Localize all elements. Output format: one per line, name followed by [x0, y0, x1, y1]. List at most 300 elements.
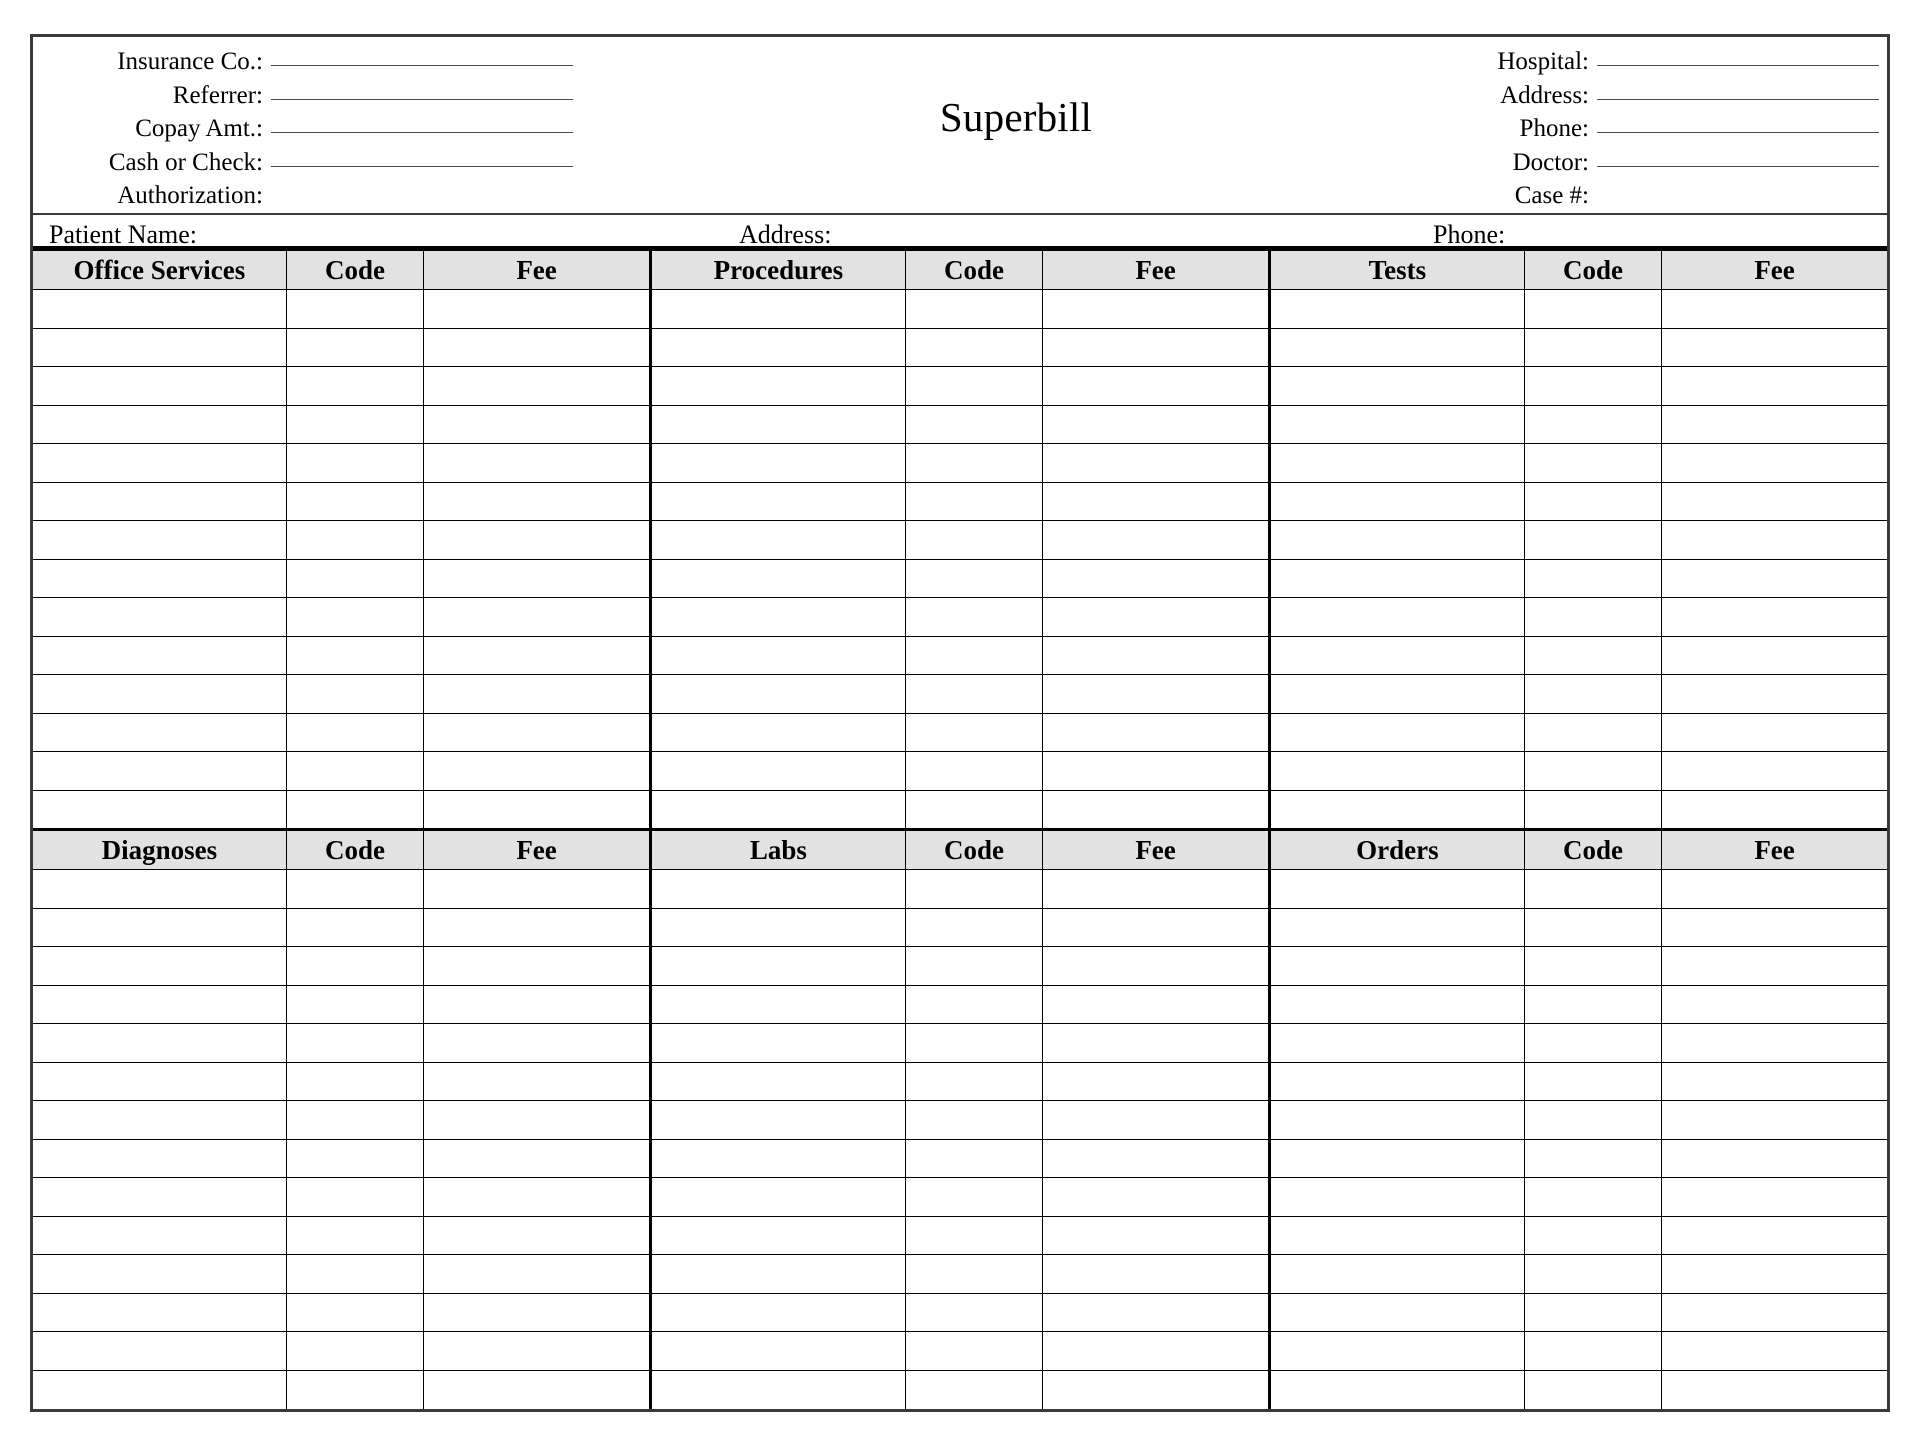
- diagnoses-name-cell[interactable]: [33, 1101, 287, 1140]
- column-group-office-services: [33, 329, 649, 368]
- labs-name-cell[interactable]: [652, 947, 906, 986]
- procedures-name-cell[interactable]: [652, 791, 906, 830]
- diagnoses-fee-cell[interactable]: [424, 1217, 649, 1256]
- orders-fee-cell[interactable]: [1662, 870, 1887, 909]
- orders-code-cell[interactable]: [1525, 1101, 1662, 1140]
- procedures-name-cell[interactable]: [652, 752, 906, 791]
- column-group-diagnoses: [33, 1255, 649, 1294]
- procedures-code-cell[interactable]: [906, 521, 1043, 560]
- orders-name-cell[interactable]: [1271, 1101, 1525, 1140]
- table-row: [33, 791, 1887, 830]
- office-services-name-cell[interactable]: [33, 752, 287, 791]
- table-row: [33, 870, 1887, 909]
- column-group-diagnoses: [33, 1371, 649, 1410]
- tests-name-cell[interactable]: [1271, 637, 1525, 676]
- diagnoses-fee-cell[interactable]: [424, 870, 649, 909]
- field-hospital[interactable]: [1459, 49, 1879, 83]
- field-referrer[interactable]: [33, 83, 573, 117]
- procedures-name-cell[interactable]: [652, 444, 906, 483]
- office-services-name-cell[interactable]: [33, 598, 287, 637]
- labs-code-cell[interactable]: [906, 1178, 1043, 1217]
- procedures-name-cell[interactable]: [652, 521, 906, 560]
- procedures-name-cell[interactable]: [652, 714, 906, 753]
- column-group-procedures: [649, 560, 1268, 599]
- diagnoses-name-cell[interactable]: [33, 1371, 287, 1410]
- procedures-code-cell[interactable]: [906, 329, 1043, 368]
- procedures-code-cell[interactable]: [906, 752, 1043, 791]
- tests-fee-cell[interactable]: [1662, 367, 1887, 406]
- patient-address-label[interactable]: Address:: [739, 220, 832, 249]
- column-group-tests: [1268, 791, 1887, 830]
- orders-name-cell[interactable]: [1271, 1024, 1525, 1063]
- tests-fee-cell[interactable]: [1662, 483, 1887, 522]
- office-services-code-cell[interactable]: [287, 637, 424, 676]
- office-services-code-cell[interactable]: [287, 598, 424, 637]
- procedures-code-cell[interactable]: [906, 675, 1043, 714]
- office-services-fee-cell[interactable]: [424, 598, 649, 637]
- diagnoses-fee-cell[interactable]: [424, 909, 649, 948]
- patient-phone-label[interactable]: Phone:: [1433, 220, 1506, 249]
- column-group-labs: [649, 829, 1268, 870]
- procedures-fee-cell[interactable]: [1043, 444, 1268, 483]
- orders-name-cell[interactable]: [1271, 1332, 1525, 1371]
- orders-name-cell[interactable]: [1271, 1140, 1525, 1179]
- office-services-code-cell[interactable]: [287, 406, 424, 445]
- diagnoses-fee-cell[interactable]: [424, 1140, 649, 1179]
- procedures-name-cell[interactable]: [652, 560, 906, 599]
- labs-code-cell[interactable]: [906, 1332, 1043, 1371]
- tests-code-cell[interactable]: [1525, 675, 1662, 714]
- orders-fee-cell[interactable]: [1662, 1332, 1887, 1371]
- labs-name-cell[interactable]: [652, 1255, 906, 1294]
- tests-name-cell[interactable]: [1271, 714, 1525, 753]
- office-services-name-cell[interactable]: [33, 367, 287, 406]
- diagnoses-fee-cell[interactable]: [424, 1178, 649, 1217]
- field-rule-hospital-address: [1597, 99, 1879, 100]
- column-group-office-services: [33, 752, 649, 791]
- office-services-code-cell[interactable]: [287, 329, 424, 368]
- labs-name-cell[interactable]: [652, 986, 906, 1025]
- column-group-orders: [1268, 1101, 1887, 1140]
- labs-fee-cell[interactable]: [1043, 947, 1268, 986]
- labs-fee-cell[interactable]: [1043, 1217, 1268, 1256]
- orders-code-cell[interactable]: [1525, 1024, 1662, 1063]
- orders-name-cell[interactable]: [1271, 1371, 1525, 1410]
- labs-code-cell[interactable]: [906, 1101, 1043, 1140]
- orders-code-cell[interactable]: [1525, 1217, 1662, 1256]
- orders-name-cell[interactable]: [1271, 986, 1525, 1025]
- diagnoses-code-cell[interactable]: [287, 1063, 424, 1102]
- office-services-code-cell[interactable]: [287, 290, 424, 329]
- labs-fee-cell[interactable]: [1043, 1332, 1268, 1371]
- column-group-office-services: [33, 791, 649, 830]
- diagnoses-code-cell[interactable]: [287, 1371, 424, 1410]
- labs-name-cell[interactable]: [652, 1294, 906, 1333]
- procedures-fee-cell[interactable]: [1043, 560, 1268, 599]
- orders-fee-cell[interactable]: [1662, 1024, 1887, 1063]
- diagnoses-fee-cell[interactable]: [424, 1294, 649, 1333]
- orders-fee-cell[interactable]: [1662, 1294, 1887, 1333]
- labs-name-cell[interactable]: [652, 1371, 906, 1410]
- labs-name-cell[interactable]: [652, 1178, 906, 1217]
- tests-name-cell[interactable]: [1271, 290, 1525, 329]
- orders-name-cell[interactable]: [1271, 1063, 1525, 1102]
- column-group-orders: [1268, 909, 1887, 948]
- tests-fee-cell[interactable]: [1662, 406, 1887, 445]
- orders-name-cell[interactable]: [1271, 909, 1525, 948]
- field-copay-amount[interactable]: [33, 116, 573, 150]
- tests-name-cell[interactable]: [1271, 560, 1525, 599]
- tests-fee-cell[interactable]: [1662, 791, 1887, 830]
- procedures-code-cell[interactable]: [906, 598, 1043, 637]
- office-services-fee-cell[interactable]: [424, 675, 649, 714]
- procedures-code-cell[interactable]: [906, 560, 1043, 599]
- procedures-name-cell[interactable]: [652, 367, 906, 406]
- tests-name-cell[interactable]: [1271, 444, 1525, 483]
- tests-code-cell[interactable]: [1525, 714, 1662, 753]
- labs-fee-cell[interactable]: [1043, 1024, 1268, 1063]
- procedures-code-cell[interactable]: [906, 714, 1043, 753]
- diagnoses-fee-cell[interactable]: [424, 1063, 649, 1102]
- tests-code-cell[interactable]: [1525, 560, 1662, 599]
- table-row: [33, 444, 1887, 483]
- office-services-code-cell[interactable]: [287, 483, 424, 522]
- office-services-fee-cell[interactable]: [424, 791, 649, 830]
- orders-name-cell[interactable]: [1271, 870, 1525, 909]
- procedures-code-cell[interactable]: [906, 791, 1043, 830]
- column-group-orders: [1268, 1255, 1887, 1294]
- diagnoses-fee-cell[interactable]: [424, 1024, 649, 1063]
- procedures-name-cell[interactable]: [652, 329, 906, 368]
- labs-fee-cell[interactable]: [1043, 870, 1268, 909]
- procedures-code-cell[interactable]: [906, 483, 1043, 522]
- labs-fee-cell[interactable]: [1043, 1255, 1268, 1294]
- labs-code-cell[interactable]: [906, 1371, 1043, 1410]
- procedures-name-cell[interactable]: [652, 290, 906, 329]
- procedures-fee-cell[interactable]: [1043, 791, 1268, 830]
- office-services-code-cell[interactable]: [287, 791, 424, 830]
- labs-name-cell[interactable]: [652, 1217, 906, 1256]
- orders-fee-cell[interactable]: [1662, 986, 1887, 1025]
- orders-code-cell[interactable]: [1525, 1332, 1662, 1371]
- orders-code-cell[interactable]: [1525, 1140, 1662, 1179]
- orders-code-cell[interactable]: [1525, 870, 1662, 909]
- column-group-labs: [649, 1024, 1268, 1063]
- office-services-code-cell[interactable]: [287, 675, 424, 714]
- tests-name-cell[interactable]: [1271, 483, 1525, 522]
- office-services-fee-cell[interactable]: [424, 329, 649, 368]
- office-services-code-cell[interactable]: [287, 367, 424, 406]
- orders-code-cell[interactable]: [1525, 986, 1662, 1025]
- office-services-fee-cell[interactable]: [424, 444, 649, 483]
- labs-code-cell[interactable]: [906, 1140, 1043, 1179]
- labs-code-cell[interactable]: [906, 1063, 1043, 1102]
- tests-fee-cell[interactable]: [1662, 752, 1887, 791]
- labs-fee-cell[interactable]: [1043, 1178, 1268, 1217]
- field-label-cash-or-check: Cash or Check:: [108, 148, 263, 176]
- diagnoses-fee-cell[interactable]: [424, 986, 649, 1025]
- office-services-name-cell[interactable]: [33, 675, 287, 714]
- patient-name-label[interactable]: Patient Name:: [49, 220, 198, 249]
- procedures-fee-cell[interactable]: [1043, 406, 1268, 445]
- diagnoses-code-cell[interactable]: [287, 1178, 424, 1217]
- field-hospital-address[interactable]: [1459, 83, 1879, 117]
- orders-fee-cell[interactable]: [1662, 1178, 1887, 1217]
- labs-name-cell[interactable]: [652, 1332, 906, 1371]
- procedures-fee-cell[interactable]: [1043, 483, 1268, 522]
- labs-name-cell[interactable]: [652, 909, 906, 948]
- labs-code-cell[interactable]: [906, 1024, 1043, 1063]
- tests-code-cell[interactable]: [1525, 444, 1662, 483]
- diagnoses-name-cell[interactable]: [33, 947, 287, 986]
- orders-code-cell[interactable]: [1525, 1178, 1662, 1217]
- orders-code-cell[interactable]: [1525, 947, 1662, 986]
- office-services-code-cell[interactable]: [287, 752, 424, 791]
- procedures-code-cell[interactable]: [906, 444, 1043, 483]
- procedures-fee-cell[interactable]: [1043, 752, 1268, 791]
- labs-code-cell[interactable]: [906, 947, 1043, 986]
- tests-code-cell[interactable]: [1525, 521, 1662, 560]
- header-diagnoses-code: Code: [287, 829, 424, 870]
- procedures-fee-cell[interactable]: [1043, 521, 1268, 560]
- labs-fee-cell[interactable]: [1043, 986, 1268, 1025]
- diagnoses-name-cell[interactable]: [33, 1217, 287, 1256]
- procedures-code-cell[interactable]: [906, 637, 1043, 676]
- orders-code-cell[interactable]: [1525, 909, 1662, 948]
- tests-name-cell[interactable]: [1271, 406, 1525, 445]
- column-group-tests: [1268, 406, 1887, 445]
- office-services-name-cell[interactable]: [33, 483, 287, 522]
- column-group-orders: [1268, 1063, 1887, 1102]
- office-services-fee-cell[interactable]: [424, 406, 649, 445]
- office-services-fee-cell[interactable]: [424, 752, 649, 791]
- diagnoses-name-cell[interactable]: [33, 870, 287, 909]
- table-row: [33, 483, 1887, 522]
- diagnoses-code-cell[interactable]: [287, 986, 424, 1025]
- orders-code-cell[interactable]: [1525, 1255, 1662, 1294]
- office-services-code-cell[interactable]: [287, 714, 424, 753]
- labs-name-cell[interactable]: [652, 1024, 906, 1063]
- diagnoses-name-cell[interactable]: [33, 1332, 287, 1371]
- orders-code-cell[interactable]: [1525, 1063, 1662, 1102]
- header-labs-fee: Fee: [1043, 829, 1268, 870]
- diagnoses-code-cell[interactable]: [287, 1101, 424, 1140]
- column-group-labs: [649, 870, 1268, 909]
- labs-code-cell[interactable]: [906, 1255, 1043, 1294]
- procedures-fee-cell[interactable]: [1043, 290, 1268, 329]
- office-services-fee-cell[interactable]: [424, 290, 649, 329]
- diagnoses-name-cell[interactable]: [33, 1294, 287, 1333]
- labs-name-cell[interactable]: [652, 1101, 906, 1140]
- tests-fee-cell[interactable]: [1662, 521, 1887, 560]
- column-group-labs: [649, 909, 1268, 948]
- diagnoses-name-cell[interactable]: [33, 1140, 287, 1179]
- procedures-fee-cell[interactable]: [1043, 598, 1268, 637]
- tests-fee-cell[interactable]: [1662, 598, 1887, 637]
- tests-fee-cell[interactable]: [1662, 444, 1887, 483]
- tests-code-cell[interactable]: [1525, 752, 1662, 791]
- tests-fee-cell[interactable]: [1662, 560, 1887, 599]
- procedures-fee-cell[interactable]: [1043, 675, 1268, 714]
- office-services-code-cell[interactable]: [287, 521, 424, 560]
- diagnoses-name-cell[interactable]: [33, 1063, 287, 1102]
- procedures-name-cell[interactable]: [652, 483, 906, 522]
- labs-fee-cell[interactable]: [1043, 1140, 1268, 1179]
- labs-code-cell[interactable]: [906, 1217, 1043, 1256]
- office-services-fee-cell[interactable]: [424, 367, 649, 406]
- office-services-name-cell[interactable]: [33, 329, 287, 368]
- field-label-doctor: Doctor:: [1512, 148, 1589, 176]
- procedures-name-cell[interactable]: [652, 406, 906, 445]
- field-doctor[interactable]: [1459, 150, 1879, 184]
- tests-name-cell[interactable]: [1271, 675, 1525, 714]
- orders-name-cell[interactable]: [1271, 1178, 1525, 1217]
- office-services-fee-cell[interactable]: [424, 714, 649, 753]
- column-group-tests: [1268, 444, 1887, 483]
- diagnoses-fee-cell[interactable]: [424, 1371, 649, 1410]
- diagnoses-name-cell[interactable]: [33, 1178, 287, 1217]
- tests-name-cell[interactable]: [1271, 521, 1525, 560]
- labs-fee-cell[interactable]: [1043, 1371, 1268, 1410]
- office-services-code-cell[interactable]: [287, 444, 424, 483]
- diagnoses-fee-cell[interactable]: [424, 947, 649, 986]
- diagnoses-name-cell[interactable]: [33, 1255, 287, 1294]
- labs-fee-cell[interactable]: [1043, 1101, 1268, 1140]
- labs-fee-cell[interactable]: [1043, 1294, 1268, 1333]
- diagnoses-code-cell[interactable]: [287, 1332, 424, 1371]
- orders-name-cell[interactable]: [1271, 947, 1525, 986]
- labs-code-cell[interactable]: [906, 1294, 1043, 1333]
- orders-fee-cell[interactable]: [1662, 909, 1887, 948]
- diagnoses-code-cell[interactable]: [287, 1024, 424, 1063]
- procedures-fee-cell[interactable]: [1043, 637, 1268, 676]
- labs-name-cell[interactable]: [652, 1140, 906, 1179]
- diagnoses-name-cell[interactable]: [33, 1024, 287, 1063]
- procedures-name-cell[interactable]: [652, 598, 906, 637]
- labs-fee-cell[interactable]: [1043, 1063, 1268, 1102]
- tests-fee-cell[interactable]: [1662, 714, 1887, 753]
- field-rule-hospital-phone: [1597, 132, 1879, 133]
- labs-name-cell[interactable]: [652, 1063, 906, 1102]
- field-cash-or-check[interactable]: [33, 150, 573, 184]
- tests-name-cell[interactable]: [1271, 598, 1525, 637]
- tests-fee-cell[interactable]: [1662, 637, 1887, 676]
- diagnoses-name-cell[interactable]: [33, 909, 287, 948]
- tests-code-cell[interactable]: [1525, 406, 1662, 445]
- labs-code-cell[interactable]: [906, 870, 1043, 909]
- office-services-code-cell[interactable]: [287, 560, 424, 599]
- field-authorization[interactable]: [33, 183, 573, 217]
- tests-code-cell[interactable]: [1525, 483, 1662, 522]
- office-services-name-cell[interactable]: [33, 290, 287, 329]
- diagnoses-fee-cell[interactable]: [424, 1255, 649, 1294]
- office-services-name-cell[interactable]: [33, 791, 287, 830]
- diagnoses-fee-cell[interactable]: [424, 1101, 649, 1140]
- office-services-name-cell[interactable]: [33, 637, 287, 676]
- tests-code-cell[interactable]: [1525, 598, 1662, 637]
- tests-fee-cell[interactable]: [1662, 675, 1887, 714]
- office-services-name-cell[interactable]: [33, 714, 287, 753]
- office-services-name-cell[interactable]: [33, 560, 287, 599]
- procedures-name-cell[interactable]: [652, 637, 906, 676]
- procedures-fee-cell[interactable]: [1043, 329, 1268, 368]
- tests-code-cell[interactable]: [1525, 791, 1662, 830]
- diagnoses-code-cell[interactable]: [287, 1217, 424, 1256]
- procedures-name-cell[interactable]: [652, 675, 906, 714]
- procedures-code-cell[interactable]: [906, 367, 1043, 406]
- diagnoses-code-cell[interactable]: [287, 1140, 424, 1179]
- field-insurance-co[interactable]: [33, 49, 573, 83]
- field-hospital-phone[interactable]: [1459, 116, 1879, 150]
- tests-code-cell[interactable]: [1525, 290, 1662, 329]
- orders-fee-cell[interactable]: [1662, 1140, 1887, 1179]
- diagnoses-code-cell[interactable]: [287, 1294, 424, 1333]
- orders-code-cell[interactable]: [1525, 1294, 1662, 1333]
- column-group-labs: [649, 1294, 1268, 1333]
- procedures-fee-cell[interactable]: [1043, 714, 1268, 753]
- orders-fee-cell[interactable]: [1662, 1371, 1887, 1410]
- labs-name-cell[interactable]: [652, 870, 906, 909]
- labs-code-cell[interactable]: [906, 986, 1043, 1025]
- labs-code-cell[interactable]: [906, 909, 1043, 948]
- diagnoses-name-cell[interactable]: [33, 986, 287, 1025]
- office-services-fee-cell[interactable]: [424, 483, 649, 522]
- orders-fee-cell[interactable]: [1662, 1217, 1887, 1256]
- diagnoses-fee-cell[interactable]: [424, 1332, 649, 1371]
- header-tests-code: Code: [1525, 249, 1662, 290]
- tests-fee-cell[interactable]: [1662, 329, 1887, 368]
- diagnoses-code-cell[interactable]: [287, 909, 424, 948]
- orders-fee-cell[interactable]: [1662, 1101, 1887, 1140]
- column-group-office-services: [33, 521, 649, 560]
- orders-fee-cell[interactable]: [1662, 1255, 1887, 1294]
- diagnoses-code-cell[interactable]: [287, 1255, 424, 1294]
- column-group-orders: [1268, 1332, 1887, 1371]
- office-services-fee-cell[interactable]: [424, 560, 649, 599]
- table-header-row: [33, 249, 1887, 290]
- tests-code-cell[interactable]: [1525, 367, 1662, 406]
- orders-name-cell[interactable]: [1271, 1255, 1525, 1294]
- orders-name-cell[interactable]: [1271, 1294, 1525, 1333]
- office-services-fee-cell[interactable]: [424, 637, 649, 676]
- tests-code-cell[interactable]: [1525, 329, 1662, 368]
- orders-name-cell[interactable]: [1271, 1217, 1525, 1256]
- tests-fee-cell[interactable]: [1662, 290, 1887, 329]
- diagnoses-code-cell[interactable]: [287, 947, 424, 986]
- tests-name-cell[interactable]: [1271, 752, 1525, 791]
- office-services-name-cell[interactable]: [33, 406, 287, 445]
- labs-fee-cell[interactable]: [1043, 909, 1268, 948]
- tests-name-cell[interactable]: [1271, 329, 1525, 368]
- orders-fee-cell[interactable]: [1662, 947, 1887, 986]
- procedures-fee-cell[interactable]: [1043, 367, 1268, 406]
- column-group-orders: [1268, 829, 1887, 870]
- tests-code-cell[interactable]: [1525, 637, 1662, 676]
- field-case-number[interactable]: [1459, 183, 1879, 217]
- office-services-fee-cell[interactable]: [424, 521, 649, 560]
- office-services-name-cell[interactable]: [33, 444, 287, 483]
- procedures-code-cell[interactable]: [906, 406, 1043, 445]
- column-group-procedures: [649, 329, 1268, 368]
- tests-name-cell[interactable]: [1271, 367, 1525, 406]
- tests-name-cell[interactable]: [1271, 791, 1525, 830]
- orders-fee-cell[interactable]: [1662, 1063, 1887, 1102]
- procedures-code-cell[interactable]: [906, 290, 1043, 329]
- diagnoses-code-cell[interactable]: [287, 870, 424, 909]
- orders-code-cell[interactable]: [1525, 1371, 1662, 1410]
- office-services-name-cell[interactable]: [33, 521, 287, 560]
- table-row: [33, 986, 1887, 1025]
